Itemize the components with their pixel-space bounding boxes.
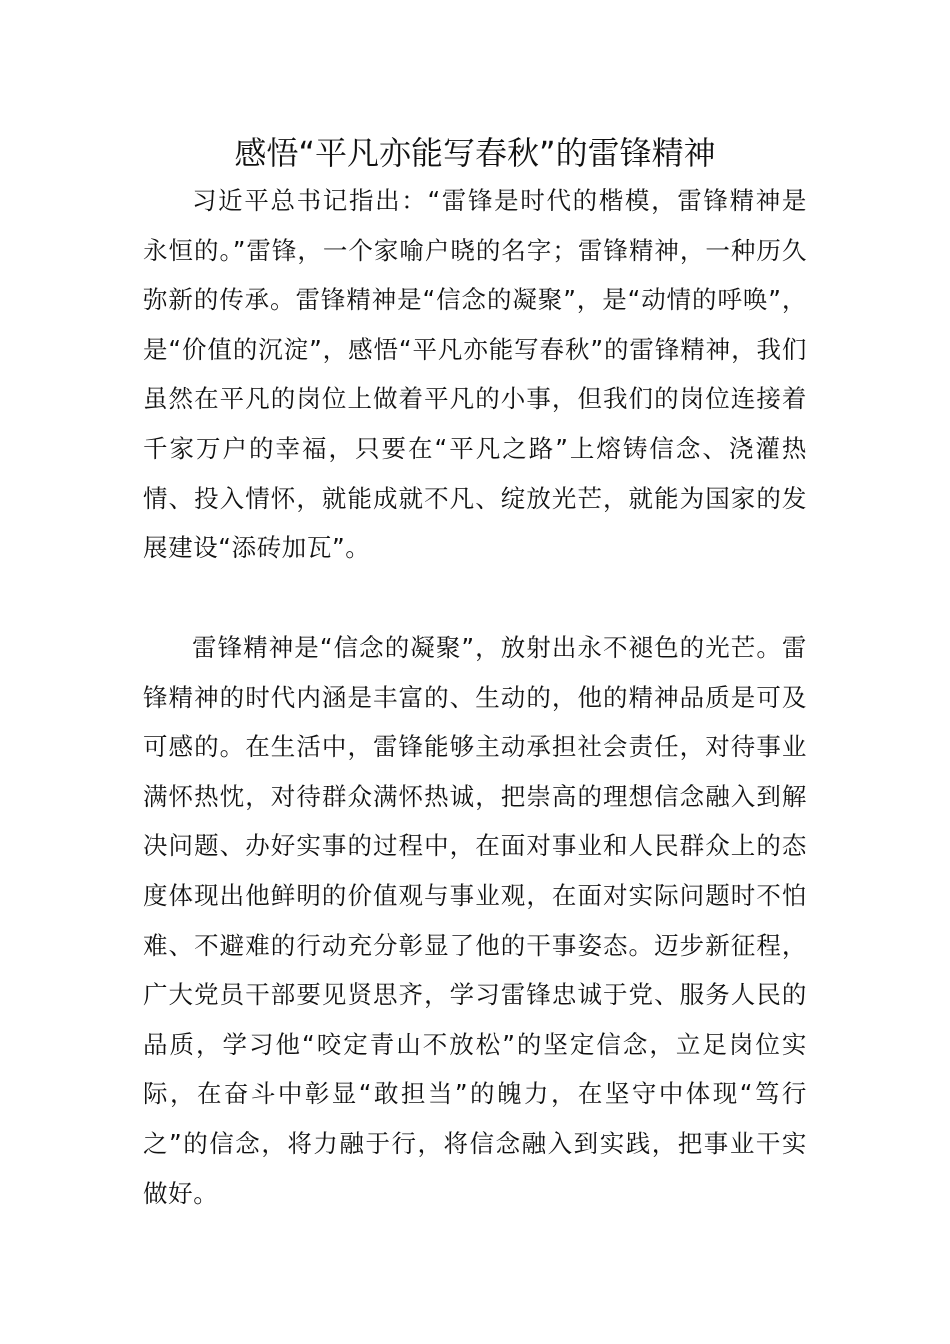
document-title: 感悟“平凡亦能写春秋”的雷锋精神 bbox=[234, 134, 716, 172]
paragraph-belief: 雷锋精神是“信念的凝聚”，放射出永不褪色的光芒。雷锋精神的时代内涵是丰富的、生动的，他的精神品质是可及可感的。在生活中，雷锋能够主动承担社会责任，对待事业满怀热忱，对待群众满怀热诚，把崇高的理想信念融入到解决问题、办好实事的过程中，在面对事业和人民群众上的态度体现出他鲜明的价值观与事业观，在面对实际问题时不怕难、不避难的行动充分彰显了他的干事姿态。迈步新征程，广大党员干部要见贤思齐，学习雷锋忠诚于党、服务人民的品质，学习他“咬定青山不放松”的坚定信念，立足岗位实际，在奋斗中彰显“敢担当”的魄力，在坚守中体现“笃行之”的信念，将力融于行，将信念融入到实践，把事业干实做好。 bbox=[143, 633, 807, 1208]
paragraph-intro: 习近平总书记指出：“雷锋是时代的楷模，雷锋精神是永恒的。”雷锋，一个家喻户晓的名字；雷锋精神，一种历久弥新的传承。雷锋精神是“信念的凝聚”，是“动情的呼唤”，是“价值的沉淀”，感悟“平凡亦能写春秋”的雷锋精神，我们虽然在平凡的岗位上做着平凡的小事，但我们的岗位连接着千家万户的幸福，只要在“平凡之路”上熔铸信念、浇灌热情、投入情怀，就能成就不凡、绽放光芒，就能为国家的发展建设“添砖加瓦”。 bbox=[143, 186, 807, 563]
